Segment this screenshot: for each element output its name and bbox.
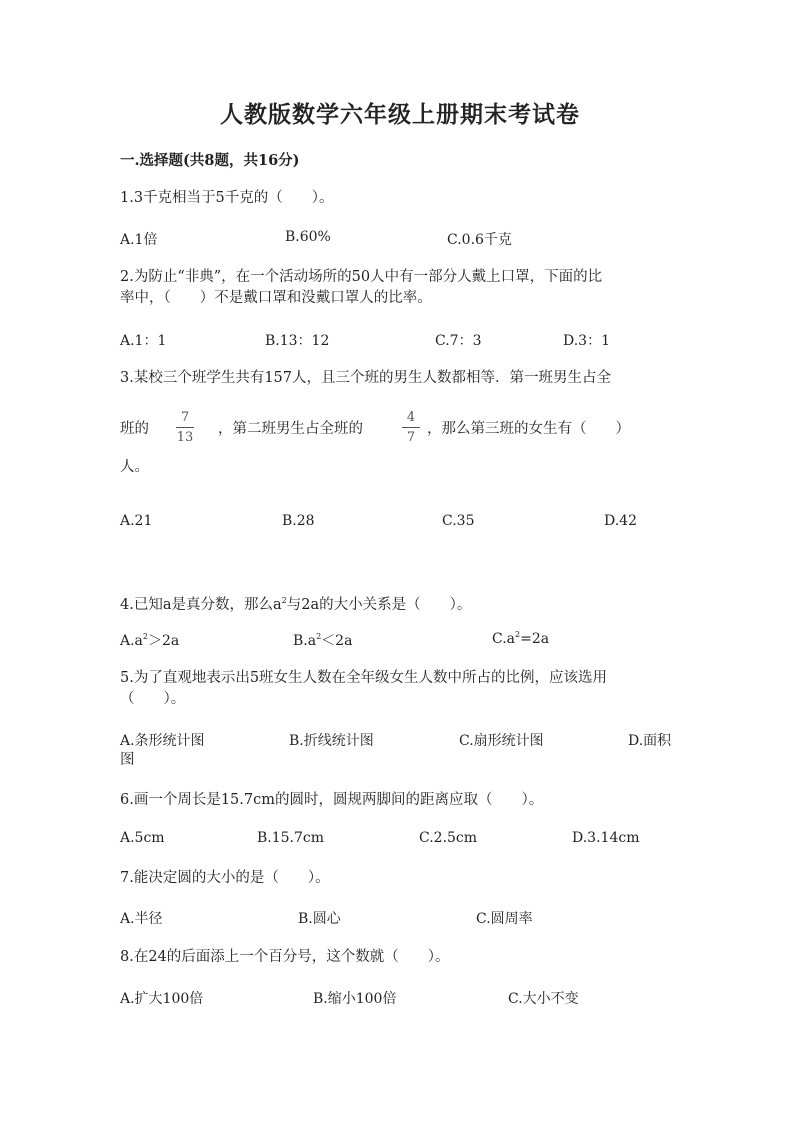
option-c[interactable]: C.2.5cm [419,830,478,846]
question-6: 6.画一个周长是15.7cm的圆时，圆规两脚间的距离应取（ ）。 [120,792,544,808]
fraction-numerator: 7 [180,410,190,425]
option-c[interactable]: C.圆周率 [476,911,533,927]
question-2-line-1: 2.为防止“非典”，在一个活动场所的50人中有一部分人戴上口罩，下面的比 [120,269,603,285]
option-d-wrap: 图 [120,752,135,768]
fraction-7-13 [176,410,194,445]
superscript: 2 [316,632,322,641]
fraction-bar [402,427,420,428]
option-a-text-rest: ＞2a [148,633,180,649]
option-a[interactable]: A.扩大100倍 [120,991,204,1007]
question-8: 8.在24的后面添上一个百分号，这个数就（ ）。 [120,949,450,965]
option-b-text: B.a [293,633,317,649]
option-d[interactable]: D.面积 [628,733,672,749]
option-a[interactable]: A.21 [120,513,153,529]
question-4-options [120,630,680,650]
question-2-options [120,330,680,350]
option-c-text-rest: =2a [520,631,550,647]
option-b[interactable]: B.13：12 [265,333,330,349]
fraction-denominator: 13 [176,430,194,445]
option-b[interactable]: B.圆心 [298,911,341,927]
section-heading: 一.选择题(共8题，共16分) [120,152,300,169]
fraction-numerator: 4 [406,410,416,425]
question-3-text-c: ，那么第三班的女生有（ ） [427,421,630,437]
question-3-text-b: ，第二班男生占全班的 [218,421,363,437]
option-c[interactable]: C.大小不变 [508,991,579,1007]
option-a-text: A.a [120,633,143,649]
question-5-options [120,730,680,750]
option-c[interactable]: C.7：3 [435,333,482,349]
option-b-text-rest: ＜2a [321,633,353,649]
question-7: 7.能决定圆的大小的是（ ）。 [120,870,330,886]
question-1: 1.3千克相当于5千克的（ ）。 [120,190,334,206]
option-b[interactable]: B.缩小100倍 [313,991,397,1007]
question-3-line-1: 3.某校三个班学生共有157人，且三个班的男生人数都相等．第一班男生占全 [120,370,612,386]
question-7-options [120,908,680,928]
option-b[interactable]: B.15.7cm [257,830,325,846]
option-a[interactable]: A.1倍 [120,232,158,248]
option-c[interactable]: C.0.6千克 [447,232,512,248]
option-b[interactable]: B.折线统计图 [289,733,374,749]
option-c[interactable]: C.扇形统计图 [459,733,544,749]
option-a[interactable]: A.1：1 [120,333,167,349]
option-c[interactable]: C.35 [442,513,475,529]
option-d[interactable]: D.3.14cm [572,830,640,846]
superscript: 2 [142,632,149,641]
option-c[interactable] [492,630,549,647]
question-8-options [120,988,680,1008]
option-b[interactable]: B.60% [285,229,331,245]
option-d[interactable]: D.42 [604,513,637,529]
question-2-line-2: 率中，（ ）不是戴口罩和没戴口罩人的比率。 [120,290,432,306]
option-d[interactable]: D.3：1 [563,333,610,349]
option-c-text: C.a [492,631,516,647]
question-6-options [120,830,680,850]
option-a[interactable]: A.半径 [120,911,163,927]
option-a[interactable] [120,630,179,650]
page-title: 人教版数学六年级上册期末考试卷 [220,101,580,128]
question-3-text-a: 班的 [120,421,149,437]
option-a[interactable]: A.5cm [120,830,165,846]
superscript: 2 [281,596,287,605]
question-5-line-1: 5.为了直观地表示出5班女生人数在全年级女生人数中所占的比例，应该选用 [120,670,608,686]
fraction-denominator: 7 [406,430,416,445]
option-b[interactable] [293,630,352,650]
question-3-options [120,513,680,533]
fraction-bar [176,427,194,428]
fraction-4-7 [402,410,420,445]
superscript: 2 [515,630,521,639]
question-3-line-3: 人。 [120,459,149,475]
option-b[interactable]: B.28 [282,513,315,529]
question-4 [120,590,471,616]
question-5-line-2: （ ）。 [120,691,186,707]
option-a[interactable]: A.条形统计图 [120,733,205,749]
question-1-options [120,229,680,249]
question-4-text-b: 与2a的大小关系是（ ）。 [286,597,472,613]
question-4-text-a: 4.已知a是真分数，那么a [120,597,282,613]
